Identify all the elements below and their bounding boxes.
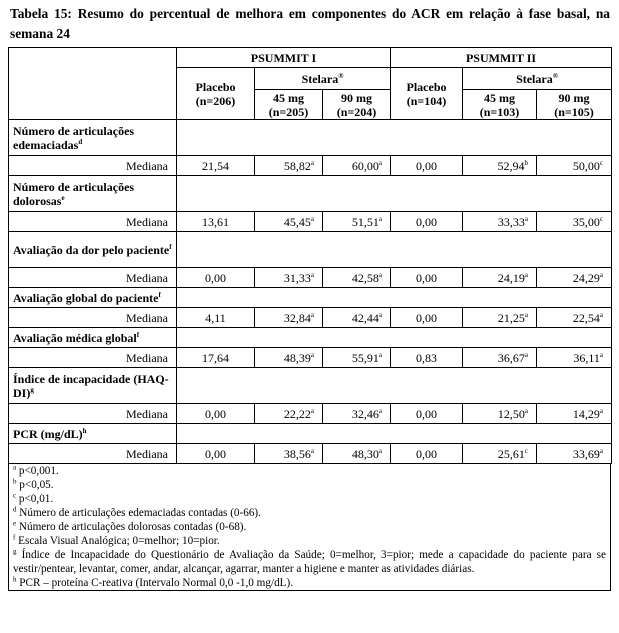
table-row: [9, 268, 612, 288]
median-label: Mediana: [9, 444, 177, 464]
footnote: $^f$ Escala Visual Analógica; 0=melhor; 10=pior.: [13, 533, 220, 547]
table-cell: 0,83: [391, 348, 463, 368]
table-cell: 36,11$^a$: [537, 348, 612, 368]
table-cell: 0,00: [177, 444, 255, 464]
footnote: $^b$ p<0,05.: [13, 477, 54, 491]
row-label-spacer: [177, 368, 612, 404]
table-cell: 45,45$^a$: [255, 212, 323, 232]
median-label: Mediana: [9, 404, 177, 424]
table-cell: 33,69$^a$: [537, 444, 612, 464]
footnotes-cell: [9, 464, 611, 591]
table-cell: 36,67$^a$: [463, 348, 537, 368]
table-cell: 0,00: [391, 308, 463, 328]
row-label: Índice de incapacidade $(HAQ-DI)^g$: [9, 368, 177, 404]
table-row: [9, 348, 612, 368]
table-cell: 21,54: [177, 156, 255, 176]
placebo2-header: Placebo (n=104): [391, 68, 463, 120]
footnotes-box: [8, 463, 611, 591]
table-row: [9, 444, 612, 464]
row-label-spacer: [177, 328, 612, 348]
table-cell: 0,00: [177, 268, 255, 288]
stelara1-header: Stelara®: [255, 68, 391, 90]
table-cell: 21,25$^a$: [463, 308, 537, 328]
median-label: Mediana: [9, 348, 177, 368]
psummit2-header: PSUMMIT II: [391, 48, 612, 68]
footnote: $^g$ Índice de Incapacidade do Questionário de Avaliação da Saúde; 0=melhor, 3=pior; mede a capacidade do paciente para se vestir/pentear, levantar, comer, andar, alcançar, agarrar, manter a higiene e manter as atividades diárias.: [13, 547, 607, 575]
footnote: $^e$ Número de articulações dolorosas contadas (0-68).: [13, 519, 247, 533]
median-label: Mediana: [9, 308, 177, 328]
table-cell: 32,84$^a$: [255, 308, 323, 328]
median-label: Mediana: [9, 212, 177, 232]
table-cell: 4,11: [177, 308, 255, 328]
header-empty-cell: [9, 48, 177, 120]
placebo1-header: Placebo (n=206): [177, 68, 255, 120]
table-cell: 55,91$^a$: [323, 348, 391, 368]
table-cell: 48,30$^a$: [323, 444, 391, 464]
table-cell: 31,33$^a$: [255, 268, 323, 288]
table-cell: 0,00: [391, 156, 463, 176]
row-label: Número de articulações dolorosas$^e$: [9, 176, 177, 212]
table-title: Tabela 15: Resumo do percentual de melhora em componentes do ACR em relação à fase basal, na semana 24: [10, 6, 610, 41]
table-cell: 22,54$^a$: [537, 308, 612, 328]
row-label: Avaliação da dor pelo paciente$^f$: [9, 232, 177, 268]
table-cell: 0,00: [391, 212, 463, 232]
row-label: Número de articulações edemaciadas$^d$: [9, 120, 177, 156]
table-cell: 51,51$^a$: [323, 212, 391, 232]
dose-45-header: 45 mg (n=205): [255, 90, 323, 120]
table-cell: 0,00: [391, 404, 463, 424]
table-cell: 42,44$^a$: [323, 308, 391, 328]
table-cell: 52,94$^b$: [463, 156, 537, 176]
table-row: [9, 404, 612, 424]
table-row: [9, 212, 612, 232]
row-label-spacer: [177, 120, 612, 156]
table-cell: 32,46$^a$: [323, 404, 391, 424]
table-cell: 38,56$^a$: [255, 444, 323, 464]
row-label-spacer: [177, 424, 612, 444]
row-label: Avaliação global do paciente$^f$: [9, 288, 177, 308]
table-cell: 60,00$^a$: [323, 156, 391, 176]
table-cell: 22,22$^a$: [255, 404, 323, 424]
row-label: PCR $(mg/dL)^h$: [9, 424, 177, 444]
footnote: $^a$ p<0,001.: [13, 463, 59, 477]
footnote: $^d$ Número de articulações edemaciadas contadas (0-66).: [13, 505, 261, 519]
table-cell: 58,82$^a$: [255, 156, 323, 176]
table-cell: 12,50$^a$: [463, 404, 537, 424]
table-cell: 24,19$^a$: [463, 268, 537, 288]
table-cell: 0,00: [391, 268, 463, 288]
median-label: Mediana: [9, 268, 177, 288]
table-cell: 33,33$^a$: [463, 212, 537, 232]
results-table: [8, 47, 612, 464]
table-row: [9, 156, 612, 176]
dose-45-header: 45 mg (n=103): [463, 90, 537, 120]
table-cell: 42,58$^a$: [323, 268, 391, 288]
row-label-spacer: [177, 288, 612, 308]
stelara2-header: Stelara®: [463, 68, 612, 90]
table-cell: 24,29$^a$: [537, 268, 612, 288]
footnote: $^h$ PCR – proteína C-reativa (Intervalo Normal 0,0 -1,0 mg/dL).: [13, 575, 294, 589]
footnote: $^c$ p<0,01.: [13, 491, 54, 505]
dose-90-header: 90 mg (n=105): [537, 90, 612, 120]
median-label: Mediana: [9, 156, 177, 176]
dose-90-header: 90 mg (n=204): [323, 90, 391, 120]
row-label: Avaliação médica global$^f$: [9, 328, 177, 348]
table-cell: 13,61: [177, 212, 255, 232]
table-cell: 17,64: [177, 348, 255, 368]
table-cell: 14,29$^a$: [537, 404, 612, 424]
table-cell: 50,00$^c$: [537, 156, 612, 176]
table-cell: 35,00$^c$: [537, 212, 612, 232]
row-label-spacer: [177, 176, 612, 212]
row-label-spacer: [177, 232, 612, 268]
table-cell: 25,61$^c$: [463, 444, 537, 464]
table-cell: 0,00: [391, 444, 463, 464]
table-row: [9, 308, 612, 328]
table-cell: 48,39$^a$: [255, 348, 323, 368]
table-cell: 0,00: [177, 404, 255, 424]
psummit1-header: PSUMMIT I: [177, 48, 391, 68]
